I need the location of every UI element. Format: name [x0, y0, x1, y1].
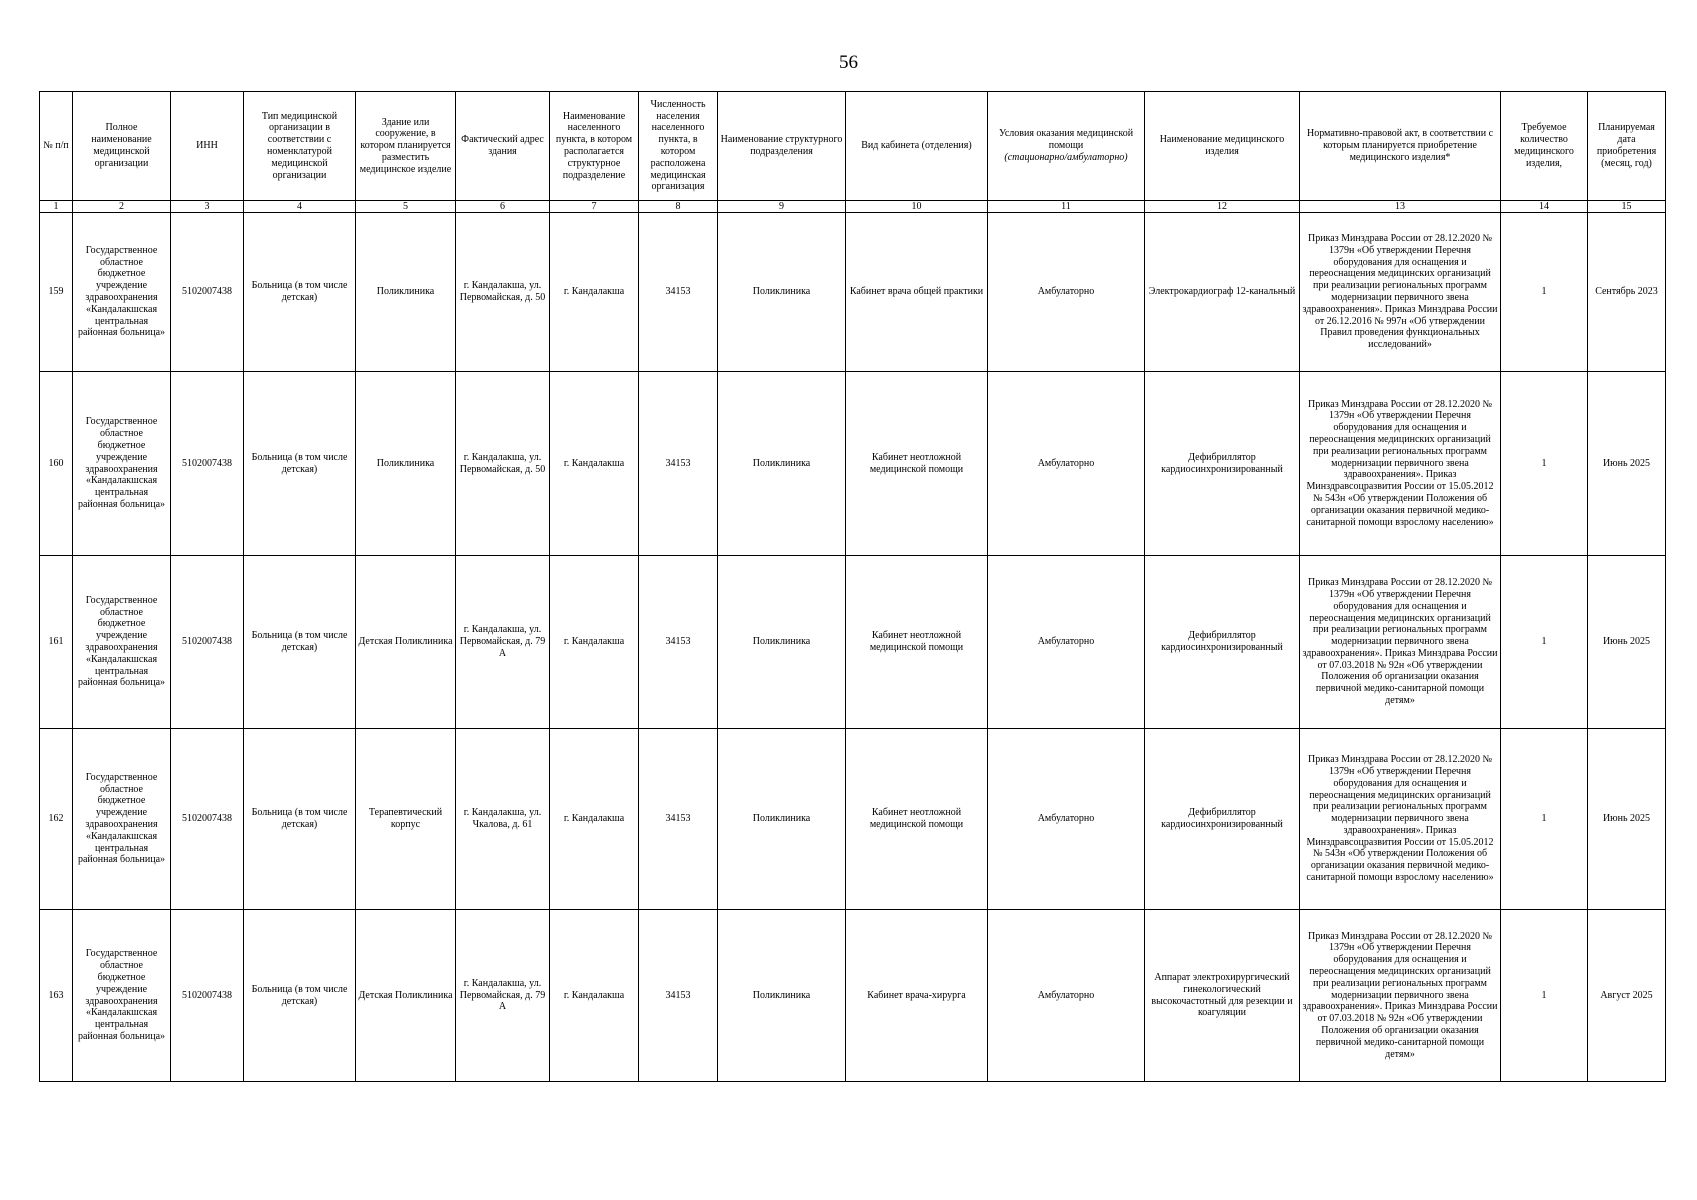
cell-conditions: Амбулаторно [988, 372, 1145, 556]
header-cell-inn: ИНН [171, 92, 244, 201]
cell-type: Больница (в том числе детская) [244, 372, 356, 556]
header-cell-locality: Наименование населенного пункта, в котором располагается структурное подразделение [550, 92, 639, 201]
cell-locality: г. Кандалакша [550, 556, 639, 729]
cell-act: Приказ Минздрава России от 28.12.2020 № 1379н «Об утверждении Перечня оборудования для оснащения и переоснащения медицинских организаций при реализации региональных программ модернизации первичного звена здравоохранения». Приказ Минздрава России от 07.03.2018 № 92н «Об утверждении Положения об организации оказания первичной медико-санитарной помощи детям» [1300, 556, 1501, 729]
cell-population: 34153 [639, 556, 718, 729]
cell-conditions: Амбулаторно [988, 729, 1145, 910]
column-number-cell: 8 [639, 201, 718, 213]
header-cell-type: Тип медицинской организации в соответствии с номенклатурой медицинской организации [244, 92, 356, 201]
table-row [40, 213, 1666, 372]
cell-conditions: Амбулаторно [988, 213, 1145, 372]
cell-population: 34153 [639, 213, 718, 372]
cell-address: г. Кандалакша, ул. Чкалова, д. 61 [456, 729, 550, 910]
cell-type: Больница (в том числе детская) [244, 729, 356, 910]
cell-qty: 1 [1501, 729, 1588, 910]
cell-address: г. Кандалакша, ул. Первомайская, д. 50 [456, 372, 550, 556]
column-number-cell: 3 [171, 201, 244, 213]
header-cell-building: Здание или сооружение, в котором планируется разместить медицинское изделие [356, 92, 456, 201]
column-number-cell: 10 [846, 201, 988, 213]
cell-building: Поликлиника [356, 213, 456, 372]
cell-device: Дефибриллятор кардиосинхронизированный [1145, 729, 1300, 910]
cell-conditions: Амбулаторно [988, 556, 1145, 729]
column-number-cell: 6 [456, 201, 550, 213]
cell-qty: 1 [1501, 213, 1588, 372]
cell-date: Июнь 2025 [1588, 729, 1666, 910]
cell-act: Приказ Минздрава России от 28.12.2020 № 1379н «Об утверждении Перечня оборудования для оснащения и переоснащения медицинских организаций при реализации региональных программ модернизации первичного звена здравоохранения». Приказ Минздравсоцразвития России от 15.05.2012 № 543н «Об утверждении Положения об организации оказания первичной медико-санитарной помощи взрослому населению» [1300, 729, 1501, 910]
cell-building: Поликлиника [356, 372, 456, 556]
cell-inn: 5102007438 [171, 556, 244, 729]
cell-building: Терапевтический корпус [356, 729, 456, 910]
cell-unit: Поликлиника [718, 556, 846, 729]
cell-device: Дефибриллятор кардиосинхронизированный [1145, 556, 1300, 729]
header-cell-population: Численность населения населенного пункта, в котором расположена медицинская организация [639, 92, 718, 201]
cell-locality: г. Кандалакша [550, 910, 639, 1082]
column-number-cell: 13 [1300, 201, 1501, 213]
header-cell-date: Планируемая дата приобретения (месяц, год) [1588, 92, 1666, 201]
header-conditions-label: Условия оказания медицинской помощи [998, 128, 1134, 152]
column-number-cell: 9 [718, 201, 846, 213]
column-number-cell: 14 [1501, 201, 1588, 213]
column-number-cell: 15 [1588, 201, 1666, 213]
table-row [40, 729, 1666, 910]
cell-unit: Поликлиника [718, 729, 846, 910]
cell-locality: г. Кандалакша [550, 372, 639, 556]
cell-cabinet: Кабинет врача общей практики [846, 213, 988, 372]
cell-locality: г. Кандалакша [550, 213, 639, 372]
cell-date: Июнь 2025 [1588, 556, 1666, 729]
cell-org: Государственное областное бюджетное учреждение здравоохранения «Кандалакшская центральная районная больница» [73, 556, 171, 729]
cell-inn: 5102007438 [171, 372, 244, 556]
cell-qty: 1 [1501, 910, 1588, 1082]
column-number-cell: 12 [1145, 201, 1300, 213]
column-number-row [40, 201, 1666, 213]
cell-inn: 5102007438 [171, 729, 244, 910]
header-cell-org: Полное наименование медицинской организации [73, 92, 171, 201]
cell-type: Больница (в том числе детская) [244, 556, 356, 729]
cell-cabinet: Кабинет неотложной медицинской помощи [846, 372, 988, 556]
cell-unit: Поликлиника [718, 213, 846, 372]
cell-building: Детская Поликлиника [356, 556, 456, 729]
cell-inn: 5102007438 [171, 213, 244, 372]
table-header-row [40, 92, 1666, 201]
cell-unit: Поликлиника [718, 910, 846, 1082]
cell-cabinet: Кабинет неотложной медицинской помощи [846, 556, 988, 729]
table-row [40, 556, 1666, 729]
cell-device: Дефибриллятор кардиосинхронизированный [1145, 372, 1300, 556]
cell-address: г. Кандалакша, ул. Первомайская, д. 50 [456, 213, 550, 372]
column-number-cell: 11 [988, 201, 1145, 213]
cell-date: Июнь 2025 [1588, 372, 1666, 556]
cell-device: Электрокардиограф 12-канальный [1145, 213, 1300, 372]
page-number: 56 [839, 52, 858, 73]
cell-population: 34153 [639, 910, 718, 1082]
equipment-table [39, 91, 1666, 1082]
cell-act: Приказ Минздрава России от 28.12.2020 № 1379н «Об утверждении Перечня оборудования для оснащения и переоснащения медицинских организаций при реализации региональных программ модернизации первичного звена здравоохранения». Приказ Минздрава России от 26.12.2016 № 997н «Об утверждении Правил проведения функциональных исследований» [1300, 213, 1501, 372]
column-number-cell: 4 [244, 201, 356, 213]
cell-population: 34153 [639, 372, 718, 556]
cell-cabinet: Кабинет неотложной медицинской помощи [846, 729, 988, 910]
cell-unit: Поликлиника [718, 372, 846, 556]
cell-address: г. Кандалакша, ул. Первомайская, д. 79 А [456, 910, 550, 1082]
cell-qty: 1 [1501, 372, 1588, 556]
column-number-cell: 1 [40, 201, 73, 213]
header-cell-qty: Требуемое количество медицинского изделия, [1501, 92, 1588, 201]
header-cell-device: Наименование медицинского изделия [1145, 92, 1300, 201]
header-cell-cabinet: Вид кабинета (отделения) [846, 92, 988, 201]
cell-qty: 1 [1501, 556, 1588, 729]
cell-address: г. Кандалакша, ул. Первомайская, д. 79 А [456, 556, 550, 729]
cell-locality: г. Кандалакша [550, 729, 639, 910]
cell-act: Приказ Минздрава России от 28.12.2020 № 1379н «Об утверждении Перечня оборудования для оснащения и переоснащения медицинских организаций при реализации региональных программ модернизации первичного звена здравоохранения». Приказ Минздравсоцразвития России от 15.05.2012 № 543н «Об утверждении Положения об организации оказания первичной медико-санитарной помощи взрослому населению» [1300, 372, 1501, 556]
cell-population: 34153 [639, 729, 718, 910]
column-number-cell: 7 [550, 201, 639, 213]
column-number-cell: 5 [356, 201, 456, 213]
cell-building: Детская Поликлиника [356, 910, 456, 1082]
cell-conditions: Амбулаторно [988, 910, 1145, 1082]
header-cell-num: № п/п [40, 92, 73, 201]
cell-inn: 5102007438 [171, 910, 244, 1082]
header-cell-address: Фактический адрес здания [456, 92, 550, 201]
cell-cabinet: Кабинет врача-хирурга [846, 910, 988, 1082]
cell-num: 163 [40, 910, 73, 1082]
cell-date: Сентябрь 2023 [1588, 213, 1666, 372]
cell-num: 162 [40, 729, 73, 910]
cell-device: Аппарат электрохирургический гинекологический высокочастотный для резекции и коагуляции [1145, 910, 1300, 1082]
cell-num: 161 [40, 556, 73, 729]
header-cell-conditions [988, 92, 1145, 201]
table-row [40, 910, 1666, 1082]
cell-date: Август 2025 [1588, 910, 1666, 1082]
table-row [40, 372, 1666, 556]
cell-act: Приказ Минздрава России от 28.12.2020 № 1379н «Об утверждении Перечня оборудования для оснащения и переоснащения медицинских организаций при реализации региональных программ модернизации первичного звена здравоохранения». Приказ Минздрава России от 07.03.2018 № 92н «Об утверждении Положения об организации оказания первичной медико-санитарной помощи детям» [1300, 910, 1501, 1082]
cell-org: Государственное областное бюджетное учреждение здравоохранения «Кандалакшская центральная районная больница» [73, 213, 171, 372]
cell-org: Государственное областное бюджетное учреждение здравоохранения «Кандалакшская центральная районная больница» [73, 910, 171, 1082]
cell-type: Больница (в том числе детская) [244, 213, 356, 372]
cell-org: Государственное областное бюджетное учреждение здравоохранения «Кандалакшская центральная районная больница» [73, 372, 171, 556]
cell-num: 159 [40, 213, 73, 372]
cell-type: Больница (в том числе детская) [244, 910, 356, 1082]
column-number-cell: 2 [73, 201, 171, 213]
cell-num: 160 [40, 372, 73, 556]
header-cell-unit: Наименование структурного подразделения [718, 92, 846, 201]
header-conditions-note: (стационарно/амбулаторно) [1004, 151, 1128, 163]
cell-org: Государственное областное бюджетное учреждение здравоохранения «Кандалакшская центральная районная больница» [73, 729, 171, 910]
header-cell-act: Нормативно-правовой акт, в соответствии с которым планируется приобретение медицинского изделия* [1300, 92, 1501, 201]
